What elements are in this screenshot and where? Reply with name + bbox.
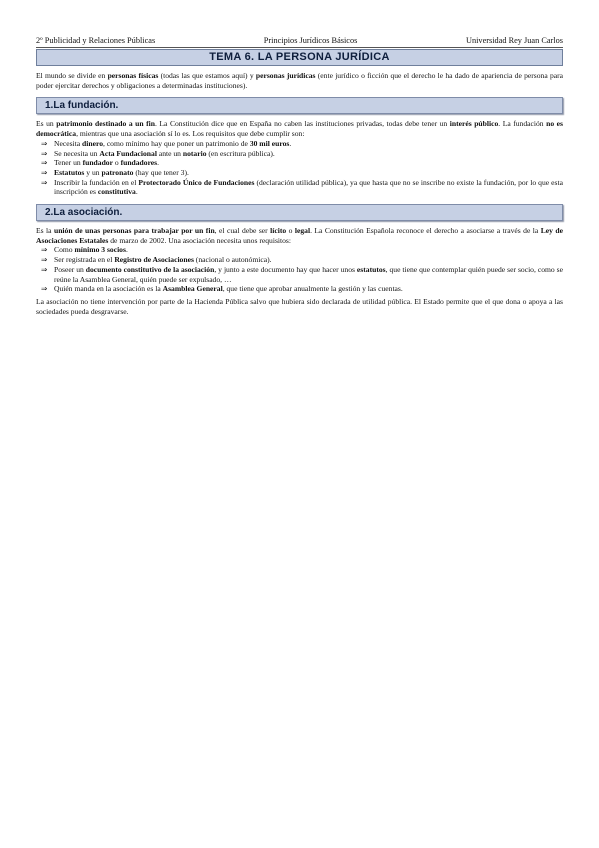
item-text: Necesita bbox=[54, 138, 83, 148]
item-bold: estatutos bbox=[356, 264, 386, 274]
arrow-icon: ⇒ bbox=[41, 148, 48, 158]
asociacion-bold: legal bbox=[294, 226, 311, 236]
arrow-icon: ⇒ bbox=[41, 167, 48, 177]
item-text: Ser registrada en el bbox=[54, 255, 115, 265]
fundacion-paragraph bbox=[36, 119, 563, 138]
list-item bbox=[36, 255, 563, 265]
section-heading-asociacion: 2.La asociación. bbox=[36, 204, 563, 221]
intro-bold: personas físicas bbox=[107, 71, 159, 80]
item-text: , que tiene que contemplar quién puede ser socio, como se reúne la Asamblea General, quién puede ser expulsado, … bbox=[54, 264, 564, 284]
asociacion-requirements-list bbox=[36, 245, 563, 294]
item-text: . bbox=[157, 158, 160, 168]
item-bold: fundador bbox=[82, 158, 113, 168]
item-text: . bbox=[289, 138, 292, 148]
arrow-icon: ⇒ bbox=[41, 158, 48, 168]
item-bold: Asamblea General bbox=[162, 284, 223, 294]
item-text: Tener un bbox=[54, 158, 83, 168]
asociacion-text: , el cual debe ser bbox=[214, 226, 271, 236]
fundacion-text: . La fundación bbox=[498, 119, 547, 129]
arrow-icon: ⇒ bbox=[41, 255, 48, 265]
item-text: Quién manda en la asociación es la bbox=[54, 284, 163, 294]
asociacion-text: de marzo de 2002. Una asociación necesita unos requisitos: bbox=[108, 235, 291, 245]
header-university: Universidad Rey Juan Carlos bbox=[465, 36, 563, 45]
item-text: Inscribir la fundación en el bbox=[54, 177, 139, 187]
item-text: ante un bbox=[156, 148, 183, 158]
item-bold: Acta Fundacional bbox=[99, 148, 157, 158]
item-bold: 30 mil euros bbox=[249, 138, 290, 148]
list-item bbox=[36, 168, 563, 178]
fundacion-text: , mientras que una asociación sí lo es. Los requisitos que debe cumplir son: bbox=[76, 129, 305, 139]
item-bold: mínimo 3 socios bbox=[74, 245, 126, 255]
fundacion-requirements-list bbox=[36, 139, 563, 197]
document-title: TEMA 6. LA PERSONA JURÍDICA bbox=[36, 49, 563, 66]
item-bold: fundadores bbox=[120, 158, 158, 168]
item-text: (nacional o autonómica). bbox=[193, 255, 272, 265]
item-text: . bbox=[135, 187, 138, 197]
asociacion-bold: Ley de Asociaciones Estatales bbox=[36, 226, 564, 245]
item-bold: Protectorado Único de Fundaciones bbox=[138, 177, 255, 187]
closing-paragraph: La asociación no tiene intervención por parte de la Hacienda Pública salvo que hubiera sido declarada de utilidad pública. El Estado permite que el que dona o apoya a las sociedades pueda desgravarse. bbox=[36, 296, 563, 316]
arrow-icon: ⇒ bbox=[41, 245, 48, 255]
item-text: . bbox=[125, 245, 128, 255]
arrow-icon: ⇒ bbox=[41, 284, 48, 294]
item-text: , como mínimo hay que poner un patrimonio de bbox=[103, 138, 250, 148]
intro-bold: personas jurídicas bbox=[255, 71, 316, 80]
asociacion-text: Es la bbox=[36, 226, 54, 236]
asociacion-text: o bbox=[286, 226, 295, 236]
arrow-icon: ⇒ bbox=[41, 138, 48, 148]
item-text: , que tiene que aprobar anualmente la gestión y las cuentas. bbox=[222, 284, 403, 294]
list-item bbox=[36, 178, 563, 197]
asociacion-bold: unión de unas personas para trabajar por un fin bbox=[53, 226, 215, 236]
item-text: y un bbox=[84, 167, 102, 177]
fundacion-bold: interés público bbox=[449, 119, 499, 129]
section-heading-fundacion: 1.La fundación. bbox=[36, 97, 563, 114]
asociacion-text: . La Constitución Española reconoce el derecho a asociarse a través de la bbox=[310, 226, 541, 236]
asociacion-bold: lícito bbox=[270, 226, 287, 236]
fundacion-text: Es un bbox=[36, 119, 57, 129]
page-header bbox=[36, 36, 563, 48]
item-bold: constitutiva bbox=[97, 187, 136, 197]
item-bold: Estatutos bbox=[54, 167, 85, 177]
asociacion-paragraph bbox=[36, 226, 563, 245]
item-bold: dinero bbox=[82, 138, 104, 148]
list-item bbox=[36, 149, 563, 159]
item-text: (en escritura pública). bbox=[206, 148, 275, 158]
item-text: Se necesita un bbox=[54, 148, 100, 158]
arrow-icon: ⇒ bbox=[41, 264, 48, 274]
header-subject: Principios Jurídicos Básicos bbox=[263, 36, 358, 45]
item-bold: Registro de Asociaciones bbox=[114, 255, 194, 265]
list-item bbox=[36, 284, 563, 294]
fundacion-bold: no es democrática bbox=[36, 119, 563, 139]
fundacion-bold: patrimonio destinado a un fin bbox=[56, 119, 155, 129]
intro-text: (ente jurídico o ficción que el derecho le ha dado de apariencia de persona para poder ejercitar derechos y obligaciones a determinadas instituciones). bbox=[36, 71, 564, 90]
list-item bbox=[36, 139, 563, 149]
intro-text: (todas las que estamos aquí) y bbox=[158, 71, 256, 80]
list-item bbox=[36, 158, 563, 168]
item-bold: documento constitutivo de la asociación bbox=[85, 264, 215, 274]
item-bold: notario bbox=[182, 148, 207, 158]
intro-paragraph bbox=[36, 71, 563, 90]
document-page bbox=[36, 36, 563, 316]
list-item bbox=[36, 245, 563, 255]
item-text: (declaración utilidad pública), ya que hasta que no se inscribe no existe la fundación, por lo que esta inscripción es bbox=[54, 177, 563, 197]
arrow-icon: ⇒ bbox=[41, 177, 48, 187]
item-text: , y junto a este documento hay que hacer unos bbox=[214, 264, 357, 274]
fundacion-text: . La Constitución dice que en España no caben las instituciones privadas, todas debe tener un bbox=[154, 119, 450, 129]
intro-text: El mundo se divide en bbox=[36, 71, 108, 80]
header-course: 2º Publicidad y Relaciones Públicas bbox=[36, 36, 156, 45]
list-item bbox=[36, 265, 563, 284]
item-bold: patronato bbox=[101, 167, 134, 177]
item-text: (hay que tener 3). bbox=[133, 167, 189, 177]
item-text: o bbox=[112, 158, 121, 168]
item-text: Como bbox=[54, 245, 75, 255]
item-text: Poseer un bbox=[54, 264, 86, 274]
